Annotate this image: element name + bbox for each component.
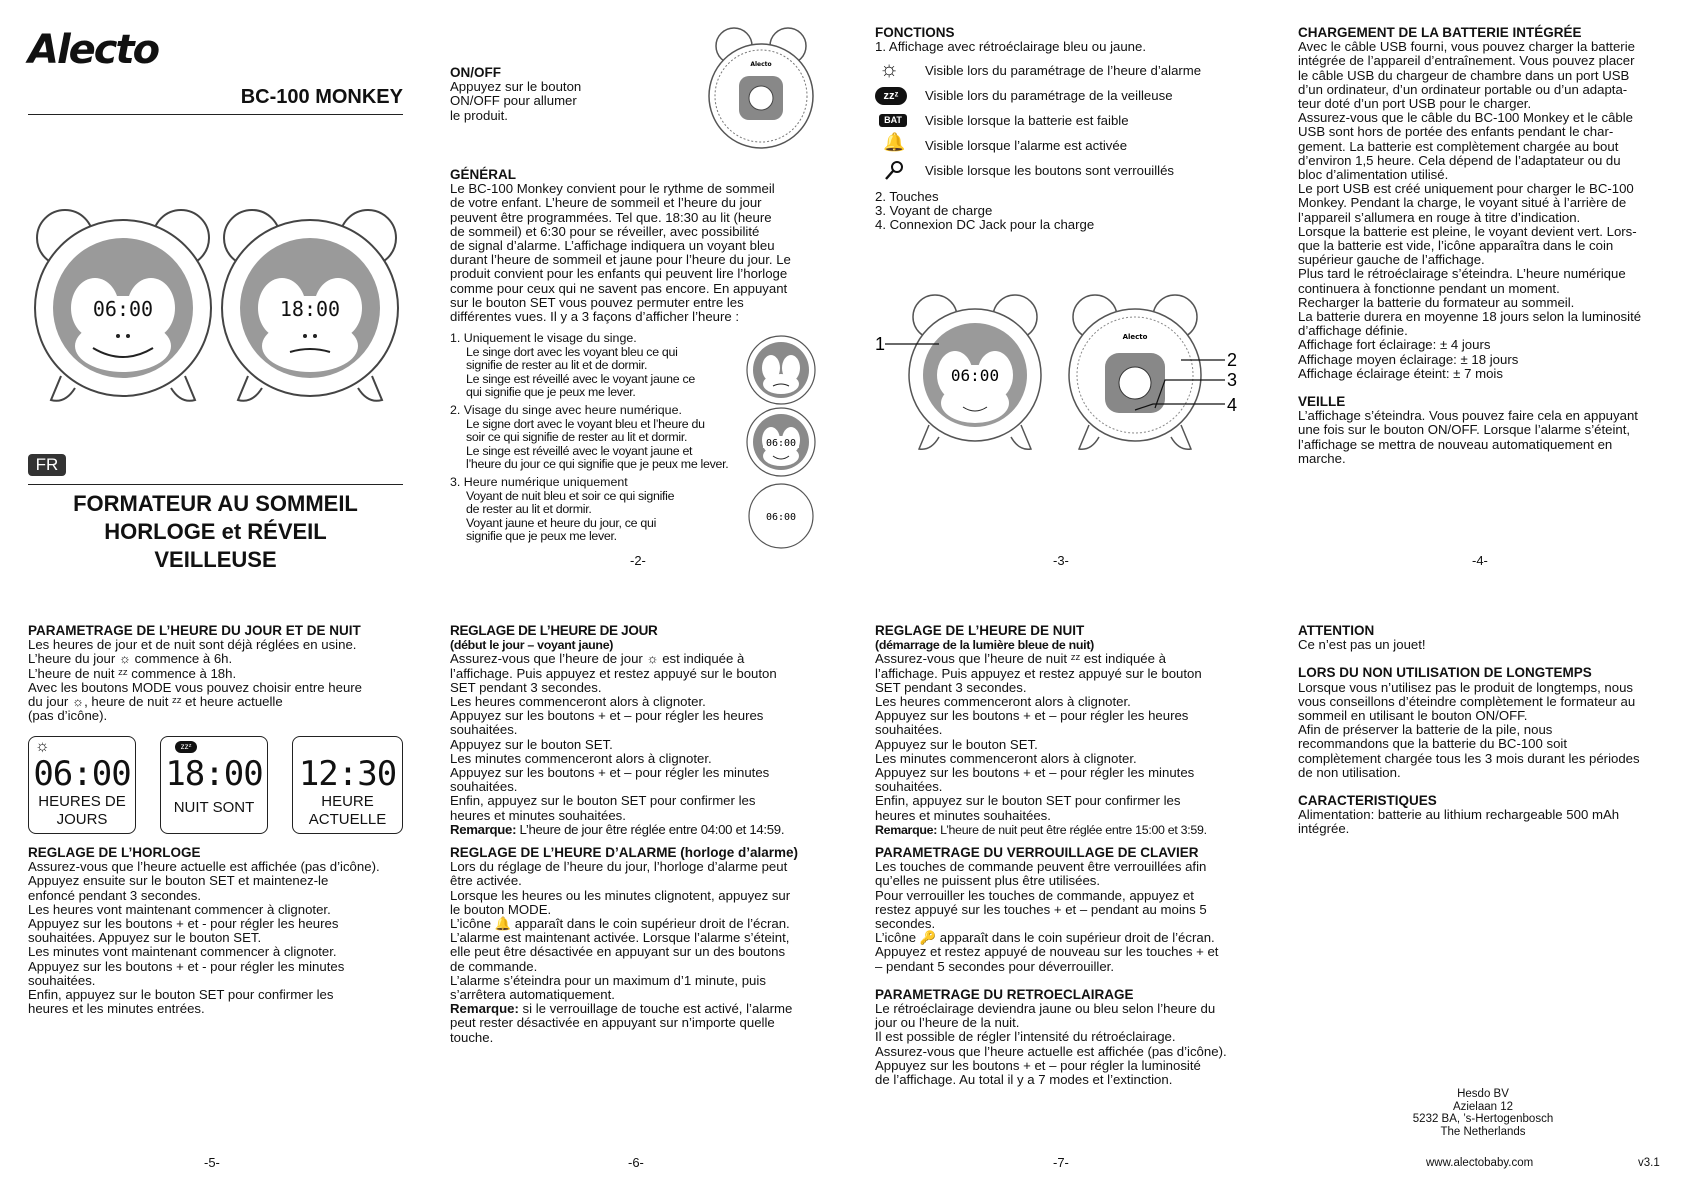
keylock-line: Appuyez et restez appuyé de nouveau sur les touches + et <box>875 944 1219 960</box>
day-time-subtitle: (début le jour – voyant jaune) <box>450 638 614 653</box>
day-time-line: heures et minutes souhaitées. <box>450 807 626 823</box>
clock-setting-line: Appuyez ensuite sur le bouton SET et maintenez-le <box>28 873 329 889</box>
longtemps-line: vous conseillons d’éteindre complètement le formateur au <box>1298 693 1636 709</box>
veille-line: marche. <box>1298 450 1346 466</box>
night-time-section <box>875 624 1250 837</box>
address-line: 5232 BA, ’s-Hertogenbosch <box>1412 1113 1554 1126</box>
alarm-line: L’alarme est maintenant activée. Lorsque l’alarme s’éteint, <box>450 930 790 946</box>
diagram-clock-time: 06:00 <box>950 366 1000 385</box>
clock-setting-section <box>28 846 403 1016</box>
keylock-line: – pendant 5 secondes pour déverrouiller. <box>875 958 1115 974</box>
display-modes-list <box>450 332 750 548</box>
clock-back-illustration <box>706 24 816 159</box>
display-modes-illustrations <box>745 334 820 564</box>
clock-setting-line: Les minutes vont maintenant commencer à clignoter. <box>28 944 337 960</box>
battery-line: Assurez-vous que le câble du BC-100 Monkey et le câble <box>1298 110 1633 126</box>
battery-line: bloc d’alimentation utilisé. <box>1298 167 1449 183</box>
bell-icon: 🔔 <box>883 132 906 152</box>
website-link[interactable]: www.alectobaby.com <box>1426 1157 1534 1169</box>
general-line: peuvent être programmées. Tel que. 18:30 au lit (heure <box>450 209 772 225</box>
day-time-line: Les heures commenceront alors à clignoter. <box>450 694 706 710</box>
alarm-line: s’arrêtera automatiquement. <box>450 987 615 1003</box>
key-icon <box>883 160 905 182</box>
keylock-line: Les touches de commande peuvent être verrouillées afin <box>875 859 1207 875</box>
clock-setting-line: souhaitées. <box>28 972 96 988</box>
backlight-line: Il est possible de régler l’intensité du rétroéclairage. <box>875 1029 1176 1045</box>
legend-text: Visible lors du paramétrage de l’heure d’alarme <box>925 63 1202 78</box>
keylock-title: PARAMETRAGE DU VERROUILLAGE DE CLAVIER <box>875 845 1199 860</box>
list-item-line: Le singe est réveillé avec le voyant jaune et <box>466 443 693 458</box>
cover-title <box>28 490 403 574</box>
alarm-remark <box>450 1002 825 1016</box>
day-night-title: PARAMETRAGE DE L’HEURE DU JOUR ET DE NUIT <box>28 623 361 638</box>
caracteristiques-title: CARACTERISTIQUES <box>1298 793 1437 809</box>
list-item-line: Le signe dort avec le voyant bleu et l’heure du <box>466 416 705 431</box>
day-time-line: Appuyez sur les boutons + et – pour régler les heures <box>450 708 764 724</box>
battery-title: CHARGEMENT DE LA BATTERIE INTÉGRÉE <box>1298 25 1582 40</box>
battery-line: intégrée de l’appareil d’entraînement. Vous pouvez placer <box>1298 53 1635 69</box>
callout-1: 1 <box>875 334 886 354</box>
day-time-line: Appuyez sur les boutons + et – pour régler les minutes <box>450 765 770 781</box>
list-item-line: signifie de rester au lit et de dormir. <box>466 358 648 373</box>
backlight-line: Assurez-vous que l’heure actuelle est affichée (pas d’icône). <box>875 1043 1227 1059</box>
legend-row <box>875 87 1250 112</box>
page-number: -4- <box>1472 553 1488 568</box>
alarm-section <box>450 846 825 1045</box>
list-item-line: de rester au lit et dormir. <box>466 502 592 517</box>
alarm-line: Lors du réglage de l’heure du jour, l’horloge d’alarme peut <box>450 859 788 875</box>
battery-line: teur doté d’un port USB pour le charger. <box>1298 96 1532 112</box>
callout-4: 4 <box>1227 395 1238 415</box>
page-number: -2- <box>630 553 646 568</box>
list-item-line: Le singe dort avec les voyant bleu ce qui <box>466 344 678 359</box>
battery-line: le câble USB du chargeur de chambre dans un port USB <box>1298 67 1630 83</box>
functions-title: FONCTIONS <box>875 25 955 40</box>
night-time-title: REGLAGE DE L’HEURE DE NUIT <box>875 623 1085 638</box>
day-night-line: L’heure du jour ☼ commence à 6h. <box>28 651 233 667</box>
keylock-section <box>875 846 1250 1087</box>
icon-legend <box>875 56 1250 187</box>
display-example <box>292 736 403 834</box>
clock-setting-line: Assurez-vous que l’heure actuelle est affichée (pas d’icône). <box>28 859 380 875</box>
sun-icon: ☼ <box>879 56 900 81</box>
legend-row <box>875 56 1250 87</box>
day-time-line: souhaitées. <box>450 722 518 738</box>
day-time-section <box>450 624 825 837</box>
callout-3: 3 <box>1227 370 1238 390</box>
list-item <box>450 332 750 404</box>
alarm-remark-line: peut rester désactivée en appuyant sur n’importe quelle <box>450 1015 775 1031</box>
battery-line: Recharger la batterie du formateur au sommeil. <box>1298 294 1575 310</box>
version-label: v3.1 <box>1638 1157 1660 1169</box>
battery-line: d’un ordinateur, d’un ordinateur portable ou d’un adapta- <box>1298 81 1628 97</box>
night-time-line: l’affichage. Puis appuyez et restez appuyé sur le bouton <box>875 665 1202 681</box>
keylock-line: secondes. <box>875 916 936 932</box>
display-label: HEURES DE <box>38 793 126 810</box>
veille-line: l’affichage se mettra de nouveau automatiquement en <box>1298 436 1613 452</box>
night-time-line: Assurez-vous que l’heure de nuit ᶻᶻ est indiquée à <box>875 651 1166 667</box>
night-time-line: SET pendant 3 secondes. <box>875 679 1027 695</box>
battery-line: gement. La batterie est complètement chargée au bout <box>1298 138 1619 154</box>
night-time-line: souhaitées. <box>875 722 943 738</box>
functions-items <box>875 190 1094 233</box>
night-time-line: Appuyez sur les boutons + et – pour régler les minutes <box>875 765 1195 781</box>
display-label: NUIT SONT <box>173 799 255 816</box>
display-label: JOURS <box>56 811 108 828</box>
general-line: de signal d’alarme. L’affichage indiquera un voyant bleu <box>450 238 775 254</box>
callout-2: 2 <box>1227 350 1238 370</box>
alarm-title: REGLAGE DE L’HEURE D’ALARME (horloge d’alarme) <box>450 845 799 860</box>
alarm-line: le bouton MODE. <box>450 901 552 917</box>
day-night-line: (pas d’icône). <box>28 708 108 724</box>
address-line: Azielaan 12 <box>1452 1100 1514 1113</box>
night-time-line: Les heures commenceront alors à clignoter. <box>875 694 1131 710</box>
day-time-line: souhaitées. <box>450 779 518 795</box>
svg-text:Alecto: Alecto <box>750 61 772 68</box>
alarm-remark-line: touche. <box>450 1029 494 1045</box>
list-item-line: Voyant de nuit bleu et soir ce qui signifie <box>466 488 675 503</box>
battery-line: continuera à fonctionne pendant un moment. <box>1298 280 1560 296</box>
remark-text: L’heure de nuit peut être réglée entre 15:00 et 3:59. <box>937 822 1207 837</box>
general-line: de votre enfant. L’heure de sommeil et l’heure du jour <box>450 195 762 211</box>
battery-line: Avec le câble USB fourni, vous pouvez charger la batterie <box>1298 39 1635 55</box>
clock-diagram <box>875 280 1250 470</box>
general-line: comme pour ceux qui ne savent pas encore. En appuyant <box>450 280 788 296</box>
general-line: sur le bouton SET vous pouvez permuter entre les <box>450 294 744 310</box>
battery-line: d’environ 1,5 heure. Cela dépend de l’adaptateur ou du <box>1298 152 1621 168</box>
svg-text:Alecto: Alecto <box>1122 333 1148 341</box>
cover-clocks-illustration <box>28 208 403 418</box>
battery-line: USB sont hors de portée des enfants pendant le char- <box>1298 124 1614 140</box>
list-item-title: 3. Heure numérique uniquement <box>450 475 628 489</box>
day-time-line: Appuyez sur le bouton SET. <box>450 736 613 752</box>
clock-setting-line: souhaitées. Appuyez sur le bouton SET. <box>28 930 262 946</box>
zzz-icon: zzᶻ <box>175 741 197 753</box>
general-line: Le BC-100 Monkey convient pour le rythme de sommeil <box>450 181 775 197</box>
alarm-line: L’alarme s’éteindra pour un maximum d’1 minute, puis <box>450 972 766 988</box>
longtemps-line: recommandons que la batterie du BC-100 soit <box>1298 736 1568 752</box>
day-time-line: Les minutes commenceront alors à clignoter. <box>450 750 712 766</box>
model-name: BC-100 MONKEY <box>240 86 403 108</box>
longtemps-line: de non utilisation. <box>1298 764 1401 780</box>
header-rule <box>28 114 403 115</box>
day-time-line: l’affichage. Puis appuyez et restez appuyé sur le bouton <box>450 665 777 681</box>
backlight-line: Appuyez sur les boutons + et – pour régler la luminosité <box>875 1057 1201 1073</box>
day-night-line: Les heures de jour et de nuit sont déjà réglées en usine. <box>28 637 357 653</box>
day-time-title: REGLAGE DE L’HEURE DE JOUR <box>450 623 658 638</box>
list-item-line: Voyant jaune et heure du jour, ce qui <box>466 515 657 530</box>
longtemps-line: Afin de préserver la batterie de la pile, nous <box>1298 722 1553 738</box>
battery-line: Le port USB est créé uniquement pour charger le BC-100 <box>1298 181 1634 197</box>
page-number: -3- <box>1053 553 1069 568</box>
battery-line: d’affichage définie. <box>1298 323 1408 339</box>
alarm-line: être activée. <box>450 873 522 889</box>
backlight-line: de l’affichage. Au total il y a 7 modes et l’extinction. <box>875 1072 1173 1088</box>
display-time: 18:00 <box>165 754 263 794</box>
legend-row <box>875 162 1250 187</box>
clock-setting-line: heures et les minutes entrées. <box>28 1001 205 1017</box>
cover-title-line-3: VEILLEUSE <box>154 547 277 572</box>
battery-line: Lorsque la batterie est pleine, le voyant devient vert. Lors- <box>1298 223 1637 239</box>
night-time-line: Les minutes commenceront alors à clignoter. <box>875 750 1137 766</box>
backlight-line: jour ou l’heure de la nuit. <box>875 1015 1020 1031</box>
list-item <box>450 476 750 548</box>
list-clock-2-time: 06:00 <box>765 438 797 449</box>
legend-text: Visible lors du paramétrage de la veilleuse <box>925 88 1173 103</box>
clock-setting-line: Appuyez sur les boutons + et - pour régler les minutes <box>28 958 345 974</box>
backlight-line: Le rétroéclairage deviendra jaune ou bleu selon l’heure du <box>875 1001 1216 1017</box>
onoff-line-3: le produit. <box>450 107 508 123</box>
list-item-line: Le singe est réveillé avec le voyant jaune ce <box>466 371 695 386</box>
night-time-line: heures et minutes souhaitées. <box>875 807 1051 823</box>
company-address <box>1398 1088 1568 1138</box>
functions-item: 3. Voyant de charge <box>875 203 993 219</box>
day-night-line: du jour ☼, heure de nuit ᶻᶻ et heure actuelle <box>28 694 283 710</box>
battery-icon: BAT <box>879 114 907 127</box>
address-line: Hesdo BV <box>1457 1088 1509 1100</box>
general-section <box>450 168 825 324</box>
alarm-line: elle peut être désactivée en appuyant sur un des boutons <box>450 944 786 960</box>
battery-line: l’appareil s’allumera en rouge à titre d’indication. <box>1298 209 1581 225</box>
day-time-line: SET pendant 3 secondes. <box>450 679 602 695</box>
keylock-line: qu’elles ne puissent plus être utilisées. <box>875 873 1101 889</box>
battery-line: supérieur gauche de l’affichage. <box>1298 252 1485 268</box>
cover-title-line-1: FORMATEUR AU SOMMEIL <box>73 491 358 516</box>
longtemps-line: Lorsque vous n’utilisez pas le produit de longtemps, nous <box>1298 679 1634 695</box>
night-time-line: Enfin, appuyez sur le bouton SET pour confirmer les <box>875 793 1181 809</box>
functions-item-1: 1. Affichage avec rétroéclairage bleu ou jaune. <box>875 39 1147 54</box>
onoff-line-1: Appuyez sur le bouton <box>450 79 582 95</box>
page-number: -6- <box>628 1155 644 1170</box>
day-time-line: Assurez-vous que l’heure de jour ☼ est indiquée à <box>450 651 745 667</box>
keylock-line: L’icône 🔑 apparaît dans le coin supérieur droit de l’écran. <box>875 930 1215 946</box>
night-time-line: Appuyez sur les boutons + et – pour régler les heures <box>875 708 1189 724</box>
clock-setting-line: enfoncé pendant 3 secondes. <box>28 887 202 903</box>
onoff-line-2: ON/OFF pour allumer <box>450 93 577 109</box>
display-time: 06:00 <box>33 754 131 794</box>
keylock-line: Pour verrouiller les touches de commande, appuyez et <box>875 887 1194 903</box>
title-rule <box>28 484 403 485</box>
onoff-section <box>450 66 581 123</box>
list-item-line: qui signifie que je peux me lever. <box>466 385 636 400</box>
general-line: durant l’heure de sommeil et jaune pour l’heure du jour. Le <box>450 252 791 268</box>
list-item-line: l’heure du jour ce qui signifie que je peux me lever. <box>466 457 729 472</box>
general-line: de sommeil) et 6:30 pour se réveiller, avec possibilité <box>450 223 760 239</box>
display-time: 12:30 <box>298 754 397 794</box>
longtemps-line: sommeil en utilisant le bouton ON/OFF. <box>1298 708 1528 724</box>
night-time-remark <box>875 823 1250 837</box>
general-line: différentes vues. Il y a 3 façons d’afficher l’heure : <box>450 309 740 325</box>
remark-text: si le verrouillage de touche est activé, l’alarme <box>518 1001 793 1017</box>
zzz-icon: zzᶻ <box>875 87 907 105</box>
longtemps-line: complètement chargée tous les 3 mois durant les périodes <box>1298 750 1640 766</box>
list-item-title: 2. Visage du singe avec heure numérique. <box>450 403 682 417</box>
battery-line: La batterie durera en moyenne 18 jours selon la luminosité <box>1298 309 1642 325</box>
display-example <box>28 736 136 834</box>
legend-text: Visible lorsque la batterie est faible <box>925 113 1129 128</box>
clock-setting-line: Appuyez sur les boutons + et - pour régler les heures <box>28 916 339 932</box>
page-number: -7- <box>1053 1155 1069 1170</box>
backlight-title: PARAMETRAGE DU RETROECLAIRAGE <box>875 986 1134 1002</box>
list-item-title: 1. Uniquement le visage du singe. <box>450 331 637 345</box>
legend-text: Visible lorsque les boutons sont verrouillés <box>925 163 1174 178</box>
caracteristiques-line: Alimentation: batterie au lithium rechargeable 500 mAh <box>1298 807 1620 823</box>
day-night-line: L’heure de nuit ᶻᶻ commence à 18h. <box>28 665 237 681</box>
legend-row <box>875 132 1250 162</box>
cover-clock-night-time: 18:00 <box>279 297 341 321</box>
remark-label: Remarque: <box>450 821 517 837</box>
legend-row <box>875 112 1250 137</box>
battery-line: que la batterie est vide, l’icône apparaîtra dans le coin <box>1298 238 1614 254</box>
alarm-line: de commande. <box>450 958 538 974</box>
general-title: GÉNÉRAL <box>450 167 517 182</box>
keylock-line: restez appuyé sur les touches + et – pendant au moins 5 <box>875 901 1207 917</box>
veille-line: L’affichage s’éteindra. Vous pouvez faire cela en appuyant <box>1298 408 1638 424</box>
battery-line: Plus tard le rétroéclairage s’éteindra. L’heure numérique <box>1298 266 1626 282</box>
day-time-line: Enfin, appuyez sur le bouton SET pour confirmer les <box>450 793 756 809</box>
remark-text: L’heure de jour être réglée entre 04:00 et 14:59. <box>516 821 785 837</box>
veille-line: une fois sur le bouton ON/OFF. Lorsque l’alarme s’éteint, <box>1298 422 1631 438</box>
list-item <box>450 404 750 476</box>
back-page-content <box>1298 624 1673 837</box>
legend-text: Visible lorsque l’alarme est activée <box>925 138 1128 153</box>
veille-title: VEILLE <box>1298 394 1346 410</box>
onoff-title: ON/OFF <box>450 65 501 80</box>
clock-setting-title: REGLAGE DE L’HORLOGE <box>28 845 201 860</box>
clock-setting-line: Les heures vont maintenant commencer à clignoter. <box>28 901 331 917</box>
display-label: ACTUELLE <box>308 811 387 828</box>
language-badge: FR <box>28 454 66 476</box>
display-example <box>160 736 268 834</box>
battery-line: Monkey. Pendant la charge, le voyant situé à l’arrière de <box>1298 195 1627 211</box>
display-examples <box>28 736 403 836</box>
day-time-remark <box>450 823 825 837</box>
battery-section <box>1298 26 1673 466</box>
page-number: -5- <box>204 1155 220 1170</box>
list-clock-3-time: 06:00 <box>765 512 797 523</box>
functions-item: 2. Touches <box>875 189 939 204</box>
night-time-line: souhaitées. <box>875 779 943 795</box>
longtemps-title: LORS DU NON UTILISATION DE LONGTEMPS <box>1298 665 1592 681</box>
address-line: The Netherlands <box>1440 1125 1526 1138</box>
battery-line: Affichage fort éclairage: ± 4 jours <box>1298 337 1491 353</box>
list-item-line: soir ce qui signifie de rester au lit et dormir. <box>466 430 688 445</box>
caracteristiques-line: intégrée. <box>1298 821 1350 837</box>
brand-logo: Alecto <box>28 27 159 73</box>
cover-clock-day-time: 06:00 <box>92 297 154 321</box>
display-label: HEURE <box>321 793 374 810</box>
battery-line: Affichage moyen éclairage: ± 18 jours <box>1298 351 1519 367</box>
night-time-subtitle: (démarrage de la lumière bleue de nuit) <box>875 638 1094 653</box>
alarm-line: Lorsque les heures ou les minutes clignotent, appuyez sur <box>450 887 791 903</box>
cover-title-line-2: HORLOGE et RÉVEIL <box>104 519 327 544</box>
night-time-line: Appuyez sur le bouton SET. <box>875 736 1038 752</box>
general-line: produit convient pour les enfants qui peuvent lire l’horloge <box>450 266 788 282</box>
clock-setting-line: Enfin, appuyez sur le bouton SET pour confirmer les <box>28 987 334 1003</box>
day-night-section <box>28 624 403 723</box>
remark-label: Remarque: <box>875 822 938 837</box>
functions-item: 4. Connexion DC Jack pour la charge <box>875 217 1095 233</box>
list-item-line: signifie que je peux me lever. <box>466 529 617 544</box>
day-night-line: Avec les boutons MODE vous pouvez choisir entre heure <box>28 679 363 695</box>
sun-icon: ☼ <box>35 738 50 755</box>
attention-title: ATTENTION <box>1298 623 1375 638</box>
battery-line: Affichage éclairage éteint: ± 7 mois <box>1298 365 1503 381</box>
attention-text: Ce n’est pas un jouet! <box>1298 637 1426 653</box>
alarm-line: L’icône 🔔 apparaît dans le coin supérieur droit de l’écran. <box>450 916 790 932</box>
remark-label: Remarque: <box>450 1001 519 1017</box>
